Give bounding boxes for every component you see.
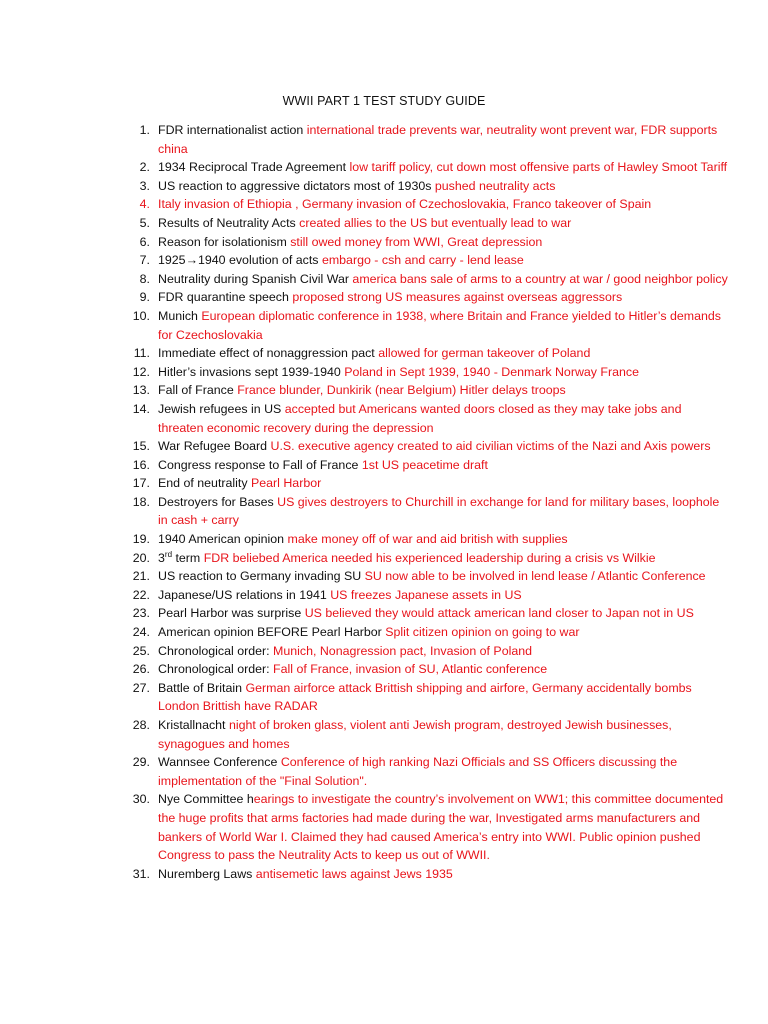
item-term: Reason for isolationism xyxy=(158,234,291,249)
item-number: 15. xyxy=(132,439,150,454)
item-answer: accepted but Americans wanted doors closed as they may take jobs and threaten economic recovery during the depression xyxy=(158,401,682,435)
item-term: Japanese/US relations in 1941 xyxy=(158,587,331,602)
item-number: 23. xyxy=(132,606,150,621)
list-item xyxy=(128,493,728,530)
item-term: Hitler’s invasions sept 1939-1940 xyxy=(158,364,345,379)
item-number: 5. xyxy=(139,215,150,230)
item-answer: US freezes Japanese assets in US xyxy=(330,587,522,602)
item-answer: Pearl Harbor xyxy=(250,476,322,491)
item-number: 24. xyxy=(132,625,150,640)
list-item xyxy=(128,121,728,158)
list-item xyxy=(128,437,728,456)
item-term: Congress response to Fall of France xyxy=(158,457,362,472)
item-answer: antisemetic laws against Jews 1935 xyxy=(255,866,453,881)
item-number: 30. xyxy=(132,792,150,807)
item-term: Nye Committee h xyxy=(158,792,254,807)
item-term: term xyxy=(172,550,204,565)
item-term: Fall of France xyxy=(158,383,238,398)
item-number: 17. xyxy=(132,476,150,491)
item-term: Destroyers for Bases xyxy=(158,494,278,509)
list-item xyxy=(128,381,728,400)
list-item xyxy=(128,251,728,270)
list-item xyxy=(128,233,728,252)
list-item xyxy=(128,344,728,363)
item-answer: make money off of war and aid british with supplies xyxy=(287,532,568,547)
item-answer: embargo - csh and carry - lend lease xyxy=(321,253,524,268)
item-number: 19. xyxy=(132,532,150,547)
item-number: 7. xyxy=(139,253,150,268)
list-item xyxy=(128,716,728,753)
item-term-superscript: rd xyxy=(164,549,173,559)
list-item xyxy=(128,660,728,679)
item-term: End of neutrality xyxy=(158,476,251,491)
list-item xyxy=(128,567,728,586)
item-answer: allowed for german takeover of Poland xyxy=(378,346,591,361)
item-number: 2. xyxy=(139,160,150,175)
item-number: 9. xyxy=(139,290,150,305)
item-term: Neutrality during Spanish Civil War xyxy=(158,271,353,286)
list-item xyxy=(128,474,728,493)
item-term: Results of Neutrality Acts xyxy=(158,215,300,230)
list-item xyxy=(128,586,728,605)
list-item xyxy=(128,307,728,344)
list-item xyxy=(128,288,728,307)
item-answer: Poland in Sept 1939, 1940 - Denmark Norway France xyxy=(344,364,639,379)
item-number: 18. xyxy=(132,494,150,509)
item-term: Pearl Harbor was surprise xyxy=(158,606,305,621)
item-term: Battle of Britain xyxy=(158,680,246,695)
item-answer: international trade prevents war, neutrality wont prevent war, FDR supports china xyxy=(158,123,718,156)
item-term: Wannsee Conference xyxy=(158,755,281,770)
item-term: Chronological order: xyxy=(158,662,274,677)
item-number: 8. xyxy=(139,271,150,286)
item-answer: European diplomatic conference in 1938, where Britain and France yielded to Hitler’s demands for Czechoslovakia xyxy=(158,308,721,342)
item-number: 29. xyxy=(132,755,150,770)
item-number: 13. xyxy=(132,383,150,398)
item-answer: U.S. executive agency created to aid civilian victims of the Nazi and Axis powers xyxy=(270,439,711,454)
item-answer: US gives destroyers to Churchill in exchange for land for military bases, loophole in cash + carry xyxy=(158,494,720,528)
item-term: Munich xyxy=(158,308,202,323)
item-number: 20. xyxy=(132,550,150,565)
item-term: US reaction to aggressive dictators most of 1930s xyxy=(158,178,435,193)
list-item xyxy=(128,604,728,623)
list-item xyxy=(128,530,728,549)
list-item xyxy=(128,753,728,790)
item-answer: Munich, Nonagression pact, Invasion of Poland xyxy=(273,643,533,658)
study-guide-list xyxy=(128,121,728,883)
item-term: War Refugee Board xyxy=(158,439,271,454)
item-answer: earings to investigate the country’s involvement on WW1; this committee documented the huge profits that arms factories had made during the war, Investigated arms manufacturers and bankers of World War I. Claimed they had caused America’s entry into WWI. Public opinion pushed Congress to pass the Neutrality Acts to keep us out of WWII. xyxy=(158,792,724,863)
list-item xyxy=(128,270,728,289)
item-answer: created allies to the US but eventually lead to war xyxy=(299,215,572,230)
item-number: 27. xyxy=(132,680,150,695)
list-item xyxy=(128,790,728,864)
item-answer: Fall of France, invasion of SU, Atlantic conference xyxy=(273,662,548,677)
item-number: 11. xyxy=(133,346,150,361)
item-number: 3. xyxy=(139,178,150,193)
item-answer: 1st US peacetime draft xyxy=(361,457,488,472)
item-number: 10. xyxy=(132,308,150,323)
list-item xyxy=(128,177,728,196)
list-item xyxy=(128,679,728,716)
item-answer: proposed strong US measures against overseas aggressors xyxy=(292,290,623,305)
item-number: 1. xyxy=(139,123,150,137)
list-item xyxy=(128,456,728,475)
item-number: 31. xyxy=(132,866,150,881)
item-answer: Italy invasion of Ethiopia , Germany invasion of Czechoslovakia, Franco takeover of Spain xyxy=(158,197,652,212)
item-number: 28. xyxy=(132,718,150,732)
item-number: 14. xyxy=(132,401,150,416)
item-answer: France blunder, Dunkirik (near Belgium) Hitler delays troops xyxy=(237,383,566,398)
item-term: Immediate effect of nonaggression pact xyxy=(158,346,379,361)
list-item xyxy=(128,549,728,568)
item-number: 12. xyxy=(132,364,150,379)
item-answer: Split citizen opinion on going to war xyxy=(385,625,580,640)
item-term: 1940 American opinion xyxy=(158,532,288,547)
item-answer: low tariff policy, cut down most offensive parts of Hawley Smoot Tariff xyxy=(349,160,728,175)
list-item xyxy=(128,363,728,382)
item-term: FDR internationalist action xyxy=(158,123,307,137)
item-answer: night of broken glass, violent anti Jewish program, destroyed Jewish businesses, synagogues and homes xyxy=(158,718,672,751)
list-item xyxy=(128,623,728,642)
item-answer: SU now able to be involved in lend lease / Atlantic Conference xyxy=(364,569,706,584)
item-answer: German airforce attack Brittish shipping and airfore, Germany accidentally bombs London Brittish have RADAR xyxy=(158,680,692,714)
list-item xyxy=(128,158,728,177)
item-answer: FDR beliebed America needed his experienced leadership during a crisis vs Wilkie xyxy=(203,550,656,565)
item-term-prefix: 3 xyxy=(158,550,165,565)
item-term: US reaction to Germany invading SU xyxy=(158,569,365,584)
list-item xyxy=(128,214,728,233)
item-number: 25. xyxy=(132,643,150,658)
item-answer: Conference of high ranking Nazi Officials and SS Officers discussing the implementation of the "Final Solution". xyxy=(158,755,678,788)
item-term: Jewish refugees in US xyxy=(158,401,285,416)
item-answer: US believed they would attack american land closer to Japan not in US xyxy=(304,606,694,621)
item-number: 22. xyxy=(132,587,150,602)
item-number: 16. xyxy=(132,457,150,472)
item-term: FDR quarantine speech xyxy=(158,290,293,305)
list-item xyxy=(128,195,728,214)
item-term: 1925→1940 evolution of acts xyxy=(158,253,322,268)
item-number: 4. xyxy=(139,197,150,212)
list-item xyxy=(128,865,728,884)
item-number: 26. xyxy=(132,662,150,677)
item-answer: still owed money from WWI, Great depression xyxy=(290,234,543,249)
item-term: Kristallnacht xyxy=(158,718,229,732)
item-number: 21. xyxy=(132,569,150,584)
item-number: 6. xyxy=(139,234,150,249)
list-item xyxy=(128,400,728,437)
item-term: American opinion BEFORE Pearl Harbor xyxy=(158,625,386,640)
list-item xyxy=(128,642,728,661)
item-term: 1934 Reciprocal Trade Agreement xyxy=(158,160,350,175)
item-term: Chronological order: xyxy=(158,643,274,658)
page-title: WWII PART 1 TEST STUDY GUIDE xyxy=(282,94,486,108)
item-answer: america bans sale of arms to a country at war / good neighbor policy xyxy=(352,271,728,286)
item-term: Nuremberg Laws xyxy=(158,866,256,881)
item-answer: pushed neutrality acts xyxy=(434,178,556,193)
